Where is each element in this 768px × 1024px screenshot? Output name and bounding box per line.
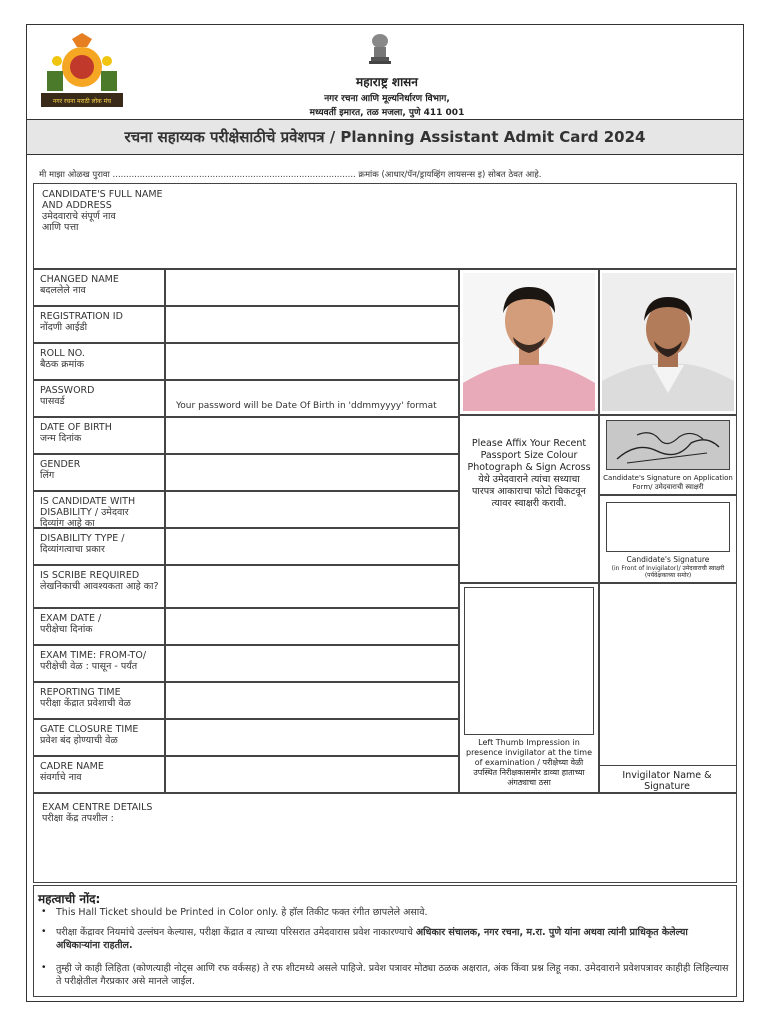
row-label-cell	[33, 756, 165, 793]
row-label	[40, 724, 164, 746]
thumb-impression-cell	[459, 583, 599, 793]
row-label	[40, 533, 164, 555]
row-label-en: ROLL NO.	[40, 348, 85, 359]
row-label-mr: पासवर्ड	[40, 396, 65, 407]
note-1: This Hall Ticket should be Printed in Color only. हे हॉल तिकीट फक्त रंगीत छापलेले असावे.	[56, 907, 428, 918]
row-label-mr: संवर्गाचे नाव	[40, 772, 82, 783]
invigilator-name-label: Invigilator Name & Signature	[622, 770, 712, 792]
candidate-photo-1	[463, 273, 595, 411]
full-name-label-mr: उमेदवाराचे संपूर्ण नाव	[42, 211, 116, 222]
note-2-bold: अधिकार संचालक, नगर रचना, म.रा. पुणे यांना अथवा त्यांनी प्राधिकृत केलेल्या अधिकाऱ्यांना राहतील.	[56, 927, 688, 951]
note-3: तुम्ही जे काही लिहिता (कोणत्याही नोट्स आणि रफ वर्कसह) ते रफ शीटमध्ये असले पाहिजे. प्रवेश पत्रावर मोठ्या ठळक अक्षरात, अंक किंवा प्रश्न लिहू नका. उमेदवाराने प्रवेशपत्रावर काहीही लिहिल्यास ते परीक्षेतील गैरप्रकार असे मानले जाईल.	[56, 963, 729, 987]
dept-name: नगर रचना आणि मूल्यनिर्धारण विभाग,	[324, 94, 450, 104]
row-value-cell	[165, 719, 459, 756]
bullet-icon: •	[42, 926, 46, 937]
row-label-en: EXAM DATE /	[40, 613, 102, 624]
row-label-mr: परीक्षेचा दिनांक	[40, 624, 93, 635]
row-value-cell	[165, 491, 459, 528]
row-label-en: CHANGED NAME	[40, 274, 119, 285]
row-label-cell	[33, 269, 165, 306]
invigilator-signature-subtitle: (in Front of Invigilator)/ उमेदवाराची स्वाक्षरी (पर्यवेक्षकाच्या समोर)	[611, 564, 725, 579]
row-label-en: CADRE NAME	[40, 761, 104, 772]
photo-cell-1	[459, 269, 599, 415]
notes-title: महत्वाची नोंद:	[38, 892, 101, 906]
candidate-photo-2	[602, 273, 734, 411]
row-value-cell	[165, 306, 459, 343]
full-name-label-en: CANDIDATE'S FULL NAME AND ADDRESS	[42, 189, 163, 211]
row-label-en: PASSWORD	[40, 385, 95, 396]
row-value-cell	[165, 528, 459, 565]
photo-cell-2	[599, 269, 737, 415]
row-label-cell	[33, 645, 165, 682]
invigilator-cell	[599, 583, 737, 793]
row-label	[40, 274, 164, 296]
invigilator-name-box	[599, 765, 737, 793]
exam-centre-box	[33, 793, 737, 883]
row-label-en: DISABILITY TYPE /	[40, 533, 125, 544]
row-label	[40, 496, 164, 529]
row-label-cell	[33, 608, 165, 645]
row-label-mr: दिव्यांग आहे का	[40, 518, 95, 529]
full-name-label-mr2: आणि पत्ता	[42, 222, 79, 233]
row-label-en: REGISTRATION ID	[40, 311, 123, 322]
row-label-mr: परीक्षेची वेळ : पासून - पर्यंत	[40, 661, 138, 672]
affix-instruction-mr: येथे उमेदवाराने त्यांचा सध्याचा पारपत्र आकाराचा फोटो चिकटवून त्यावर स्वाक्षरी करावी.	[472, 474, 586, 509]
dept-address: मध्यवर्ती इमारत, तळ मजला, पुणे 411 001	[309, 108, 465, 118]
row-label-en: IS SCRIBE REQUIRED	[40, 570, 140, 581]
row-label	[40, 311, 164, 333]
important-notes	[33, 885, 737, 997]
full-name-label	[42, 189, 172, 233]
govt-name: महाराष्ट्र शासन	[356, 75, 418, 89]
row-label-en: DATE OF BIRTH	[40, 422, 112, 433]
row-value-cell	[165, 682, 459, 719]
row-label	[40, 687, 164, 709]
note-2-text: परीक्षा केंद्रावर नियमांचे उल्लंघन केल्यास, परीक्षा केंद्रात व त्याच्या परिसरात उमेदवारास प्रवेश नाकारण्याचे	[56, 927, 416, 938]
affix-photo-box	[459, 415, 599, 583]
row-label-en: GENDER	[40, 459, 81, 470]
exam-centre-label-en: EXAM CENTRE DETAILS	[42, 802, 153, 813]
row-label	[40, 570, 164, 592]
row-label-mr: लेखनिकाची आवश्यकता आहे का?	[40, 581, 159, 592]
invigilator-signature-cell	[599, 495, 737, 583]
row-label-cell	[33, 528, 165, 565]
row-label	[40, 348, 164, 370]
page-title: रचना सहाय्यक परीक्षेसाठीचे प्रवेशपत्र / Planning Assistant Admit Card 2024	[27, 119, 743, 155]
organisation-block	[227, 73, 547, 118]
row-label-mr: परीक्षा केंद्रात प्रवेशाची वेळ	[40, 698, 131, 709]
header	[27, 25, 743, 119]
row-value: Your password will be Date Of Birth in 'ddmmyyyy' format	[176, 401, 437, 411]
row-value-cell	[165, 343, 459, 380]
row-label-en: IS CANDIDATE WITH DISABILITY / उमेदवार	[40, 496, 136, 518]
row-label-cell	[33, 380, 165, 417]
row-value-cell	[165, 645, 459, 682]
row-label-en: EXAM TIME: FROM-TO/	[40, 650, 147, 661]
row-value-cell	[165, 608, 459, 645]
invigilator-signature-title: Candidate's Signature	[626, 555, 710, 564]
row-label	[40, 459, 164, 481]
row-value-cell	[165, 417, 459, 454]
logo-caption: नगर रचना मराठी लोक मंच	[52, 98, 112, 105]
exam-centre-label	[42, 802, 152, 824]
row-label-cell	[33, 454, 165, 491]
row-label-mr: दिव्यांगत्वाचा प्रकार	[40, 544, 105, 555]
row-label-cell	[33, 306, 165, 343]
row-value-cell	[165, 454, 459, 491]
invigilator-signature-caption	[602, 556, 734, 580]
row-label-mr: जन्म दिनांक	[40, 433, 82, 444]
row-label	[40, 613, 164, 635]
row-label-cell	[33, 719, 165, 756]
row-value-cell	[165, 565, 459, 608]
row-label-mr: लिंग	[40, 470, 55, 481]
row-label-en: GATE CLOSURE TIME	[40, 724, 139, 735]
row-label-cell	[33, 343, 165, 380]
affix-instruction	[466, 438, 592, 510]
row-label-cell	[33, 565, 165, 608]
bullet-icon: •	[42, 962, 46, 973]
row-value-cell	[165, 756, 459, 793]
application-signature-cell	[599, 415, 737, 495]
row-label-mr: प्रवेश बंद होण्याची वेळ	[40, 735, 118, 746]
row-label-mr: बैठक क्रमांक	[40, 359, 84, 370]
row-label	[40, 422, 164, 444]
row-value-cell	[165, 269, 459, 306]
row-label-cell	[33, 491, 165, 528]
bullet-icon: •	[42, 906, 46, 917]
row-label-cell	[33, 417, 165, 454]
affix-instruction-en: Please Affix Your Recent Passport Size Colour Photograph & Sign Across	[467, 438, 591, 473]
department-logo	[37, 31, 127, 111]
thumb-impression-box	[464, 587, 594, 735]
row-label	[40, 650, 164, 672]
full-name-box	[33, 183, 737, 269]
row-label-cell	[33, 682, 165, 719]
row-label	[40, 385, 164, 407]
admit-card	[26, 24, 744, 1002]
note-2	[56, 926, 732, 952]
signature-image	[606, 420, 730, 470]
row-label-mr: बदललेले नाव	[40, 285, 86, 296]
exam-centre-label-mr: परीक्षा केंद्र तपशील :	[42, 813, 114, 824]
thumb-impression-caption: Left Thumb Impression in presence invigilator at the time of examination / परीक्षेच्या वेळी उपस्थित निरीक्षकासमोर डाव्या हाताच्या अंगठ्याचा ठसा	[465, 738, 592, 787]
row-label-mr: नोंदणी आईडी	[40, 322, 88, 333]
row-label	[40, 761, 164, 783]
application-signature-caption: Candidate's Signature on Application Form/ उमेदवाराची स्वाक्षरी	[603, 474, 733, 491]
state-emblem-icon	[365, 31, 395, 67]
id-proof-declaration: मी माझा ओळख पुरावा .......................................................................................... क्रमांक (आधार/पॅन/ड्रायव्हिंग लायसन्स इ) सोबत ठेवत आहे.	[39, 170, 542, 180]
row-value-cell	[165, 380, 459, 417]
signature-box	[606, 502, 730, 552]
row-label-en: REPORTING TIME	[40, 687, 121, 698]
